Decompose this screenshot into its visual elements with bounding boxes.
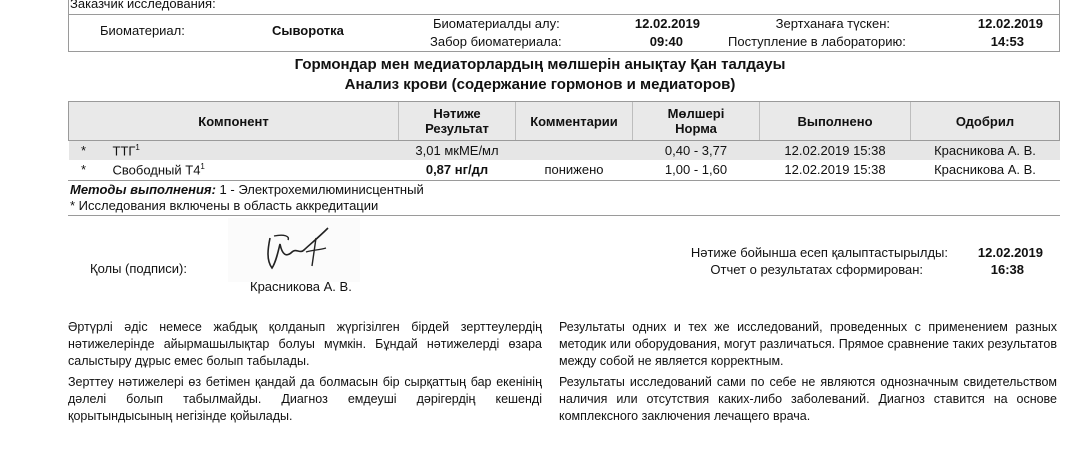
col-component: Компонент (69, 102, 399, 141)
collection-label-ru: Забор биоматериала: (430, 34, 562, 49)
comment-cell (516, 141, 633, 161)
collection-label-kz: Биоматериалды алу: (433, 16, 560, 31)
methods-text: 1 - Электрохемилюминисцентный (215, 182, 424, 197)
note-ru-1: Результаты одних и тех же исследований, проведенных с применением разных методик или оборудования, могут различаться. Прямое сравнение таких результатов между собой не является корректным. (559, 320, 1057, 368)
component-cell: Свободный $Т4^1$ (112, 161, 205, 178)
report-date: 12.02.2019 (977, 245, 1043, 260)
methods-block (68, 180, 1060, 216)
approved-cell: Красникова А. В. (911, 141, 1060, 161)
methods-line (70, 182, 424, 197)
done-cell: 12.02.2019 15:38 (784, 162, 886, 177)
biomaterial-value: Сыворотка (272, 23, 344, 38)
methods-label: Методы выполнения: (70, 182, 216, 197)
customer-label: Заказчик исследования: (70, 0, 216, 11)
lab-label-ru: Поступление в лабораторию: (728, 34, 906, 49)
report-time: 16:38 (990, 262, 1024, 277)
lab-date: 12.02.2019 (977, 16, 1043, 31)
col-result: Нәтиже Результат (399, 102, 516, 141)
report-label-ru: Отчет о результатах сформирован: (710, 262, 923, 277)
accredited-marker: * (80, 162, 87, 177)
col-done: Выполнено (760, 102, 911, 141)
signature-name: Красникова А. В. (250, 279, 352, 294)
lab-label-kz: Зертханаға түскен: (775, 16, 890, 31)
signature-image (228, 218, 360, 282)
col-comments: Комментарии (516, 102, 633, 141)
accredited-marker: * (69, 141, 99, 161)
report-label-kz: Нәтиже бойынша есеп қалыптастырылды: (690, 245, 948, 260)
note-ru-2: Результаты исследований сами по себе не являются однозначным свидетельством наличия или отсутствия каких-либо заболеваний. Диагноз ставится на основе комплексного заключения лечащего врача. (559, 375, 1057, 423)
collection-date: 12.02.2019 (634, 16, 700, 31)
lab-time: 14:53 (990, 34, 1024, 49)
col-approved: Одобрил (911, 102, 1060, 141)
note-kz-1: Әртүрлі әдіс немесе жабдық қолданып жүргізілген бірдей зерттеулердің нәтижелерінде айырмашылықтар болуы мүмкін. Бұндай нәтижелерді өзара салыстыру дұрыс емес болып табылады. (68, 320, 542, 368)
approved-cell: Красникова А. В. (934, 162, 1036, 177)
header-divider (68, 14, 1060, 15)
col-norm: Мөлшері Норма (633, 102, 760, 141)
norm-cell: 1,00 - 1,60 (664, 162, 728, 177)
result-cell: 0,87 нг/дл (425, 162, 489, 177)
result-cell: 3,01 мкМЕ/мл (399, 141, 516, 161)
note-kz-2: Зерттеу нәтижелері өз бетімен қандай да болмасын бір сырқаттың бар екенінің дәлелі болып табылмайды. Диагноз емдеуші дәрігердің кешенді қорытындысының негізінде қойылады. (68, 375, 542, 423)
biomaterial-label: Биоматериал: (100, 23, 185, 38)
norm-cell: 0,40 - 3,77 (633, 141, 760, 161)
results-table (68, 101, 1060, 179)
accreditation-note: * Исследования включены в область аккредитации (70, 198, 379, 213)
title-ru: Анализ крови (содержание гормонов и медиаторов) (344, 76, 736, 93)
component-cell: ТТГ$^1$ (99, 141, 399, 161)
collection-time: 09:40 (649, 34, 683, 49)
table-row (69, 160, 1060, 179)
table-header-row (69, 102, 1060, 141)
table-row (69, 141, 1060, 161)
header-frame (68, 0, 1060, 52)
signature-label: Қолы (подписи): (90, 261, 187, 276)
done-cell: 12.02.2019 15:38 (760, 141, 911, 161)
comment-cell: понижено (544, 162, 604, 177)
title-kz: Гормондар мен медиаторлардың мөлшерін анықтау Қан талдауы (294, 56, 786, 73)
